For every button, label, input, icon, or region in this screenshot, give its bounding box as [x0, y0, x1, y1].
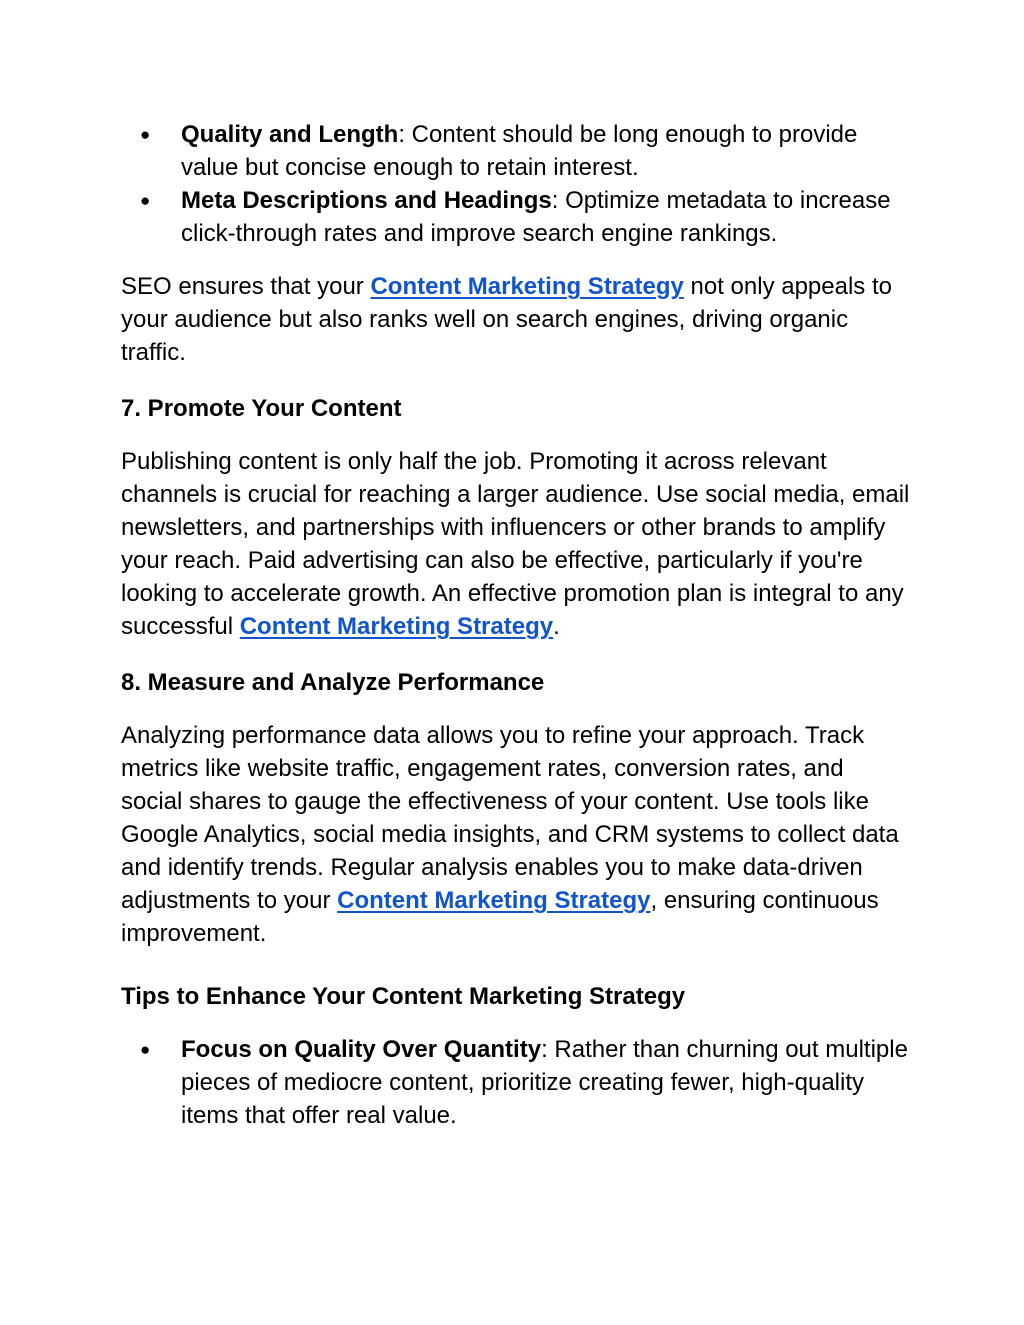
list-item — [140, 1033, 911, 1132]
paragraph-text: SEO ensures that your — [121, 273, 371, 300]
list-item — [140, 118, 911, 184]
bullet-icon: ● — [140, 1040, 151, 1059]
section-heading-measure: 8. Measure and Analyze Performance — [121, 669, 545, 696]
content-marketing-strategy-link[interactable]: Content Marketing Strategy — [239, 613, 554, 640]
paragraph-text: Analyzing performance data allows you to refine your approach. Track metrics like website traffic, engagement rates, conversion rates, and social shares to gauge the effectiveness of your content. Use tools like Google Analytics, social media insights, and CRM systems to collect data and identify trends. Regular analysis enables you to make data-driven adjustments to your — [121, 722, 899, 914]
bullet-list-tips — [121, 1033, 911, 1132]
list-item — [140, 184, 911, 250]
bullet-term: Meta Descriptions and Headings — [181, 187, 552, 214]
bullet-text: : Content should be long enough to provide value but concise enough to retain interest. — [181, 121, 858, 181]
bullet-icon: ● — [140, 191, 151, 210]
bullet-list-top — [121, 118, 911, 250]
bullet-term: Quality and Length — [181, 121, 399, 148]
bullet-text: : Rather than churning out multiple pieces of mediocre content, prioritize creating fewer, high-quality items that offer real value. — [181, 1036, 908, 1129]
document-page — [121, 118, 911, 1132]
paragraph-text: not only appeals to your audience but also ranks well on search engines, driving organic traffic. — [121, 273, 892, 366]
paragraph-text: . — [553, 613, 560, 640]
promote-paragraph — [121, 445, 911, 643]
measure-paragraph — [121, 719, 911, 950]
content-marketing-strategy-link[interactable]: Content Marketing Strategy — [337, 887, 651, 914]
bullet-term: Focus on Quality Over Quantity — [181, 1036, 542, 1063]
paragraph-text: Publishing content is only half the job. Promoting it across relevant channels is crucial for reaching a larger audience. Use social media, email newsletters, and partnerships with influencers or other brands to amplify your reach. Paid advertising can also be effective, particularly if you're looking to accelerate growth. An effective promotion plan is integral to any successful — [121, 448, 910, 640]
content-marketing-strategy-link[interactable]: Content Marketing Strategy — [370, 273, 684, 300]
section-heading-promote: 7. Promote Your Content — [121, 395, 402, 422]
paragraph-text: , ensuring continuous improvement. — [121, 887, 879, 947]
bullet-text: : Optimize metadata to increase click-through rates and improve search engine rankings. — [181, 187, 891, 247]
seo-paragraph — [121, 270, 911, 369]
bullet-icon: ● — [140, 125, 151, 144]
section-heading-tips: Tips to Enhance Your Content Marketing Strategy — [121, 983, 686, 1010]
